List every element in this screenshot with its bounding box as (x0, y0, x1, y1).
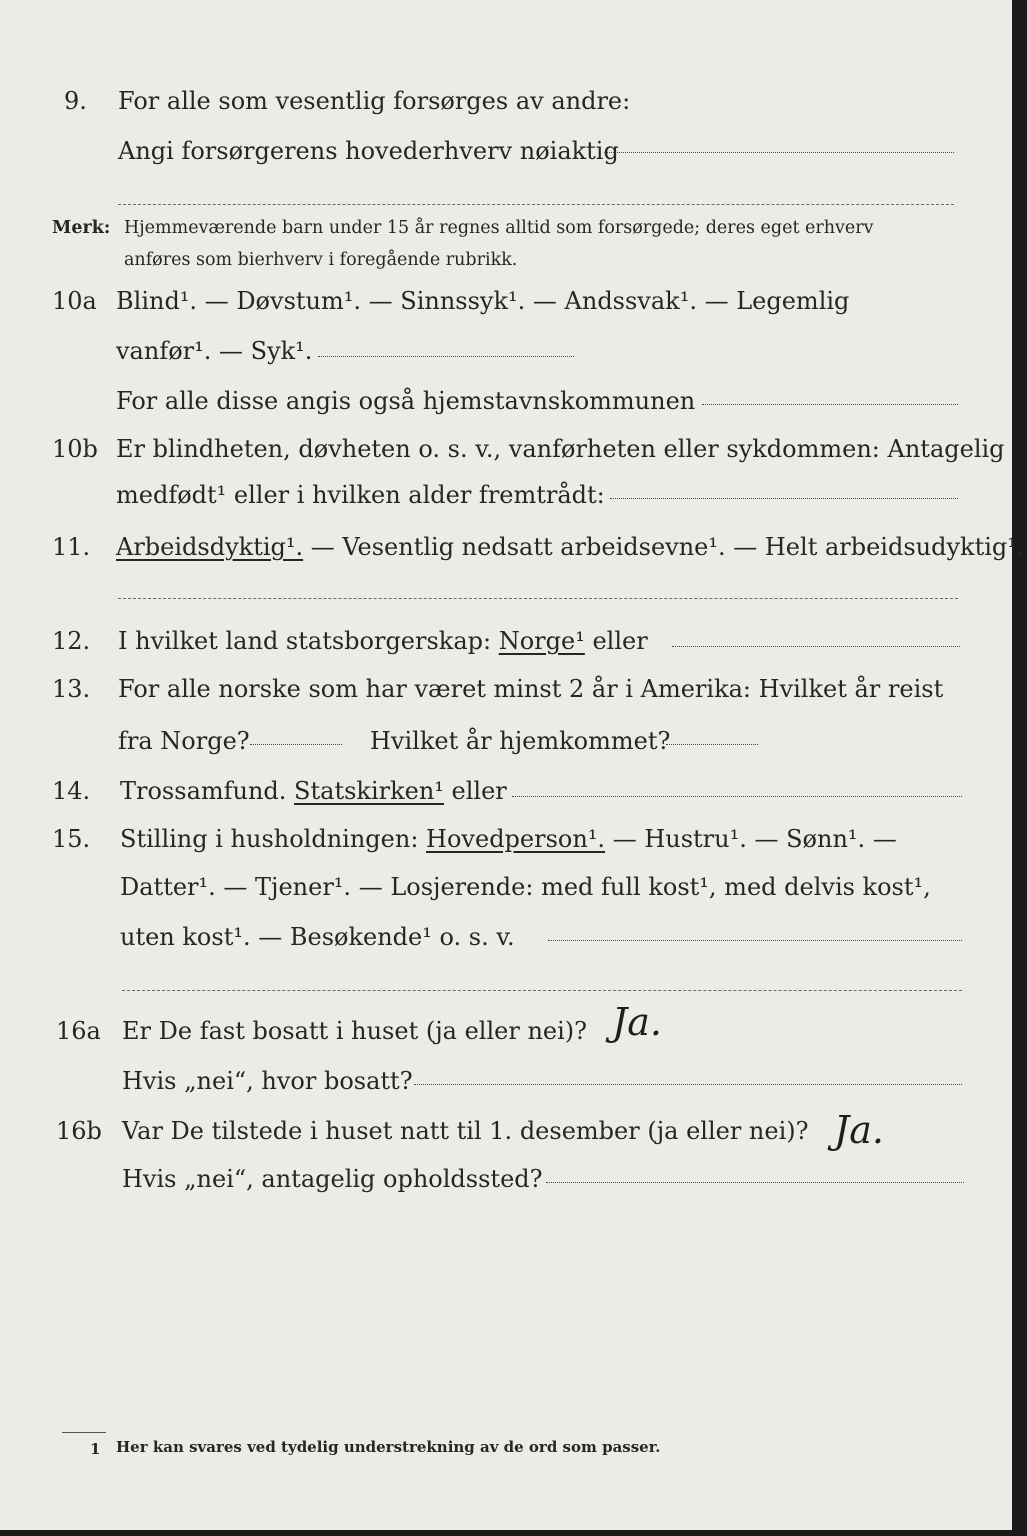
q11-line: Arbeidsdyktig¹. — Vesentlig nedsatt arbeidsevne¹. — Helt arbeidsudyktig¹. (116, 533, 1025, 561)
q12-number: 12. (52, 627, 91, 655)
footnote-marker: 1 (90, 1440, 101, 1458)
q11-extra-line (118, 598, 958, 599)
q14-answer-line (512, 796, 962, 797)
merk-label: Merk: (52, 218, 111, 238)
q16b-line1: Var De tilstede i huset natt til 1. desember (ja eller nei)? (122, 1117, 809, 1145)
q9-line1: For alle som vesentlig forsørges av andre: (118, 87, 631, 115)
q15-extra-line (122, 990, 962, 991)
q13-hjemkommet-line (666, 744, 758, 745)
q16b-answer-line (546, 1182, 964, 1183)
q15-line3: uten kost¹. — Besøkende¹ o. s. v. (120, 923, 515, 951)
q10a-hjemstavn-line (702, 404, 958, 405)
q11-number: 11. (52, 533, 91, 561)
q13-number: 13. (52, 675, 91, 703)
q16a-answer-line (414, 1084, 962, 1085)
q10b-line2: medfødt¹ eller i hvilken alder fremtrådt: (116, 481, 605, 509)
q16b-handwritten-answer: Ja. (834, 1108, 884, 1152)
q10a-line1: Blind¹. — Døvstum¹. — Sinnssyk¹. — Andssvak¹. — Legemlig (116, 287, 850, 315)
merk-line1: Hjemmeværende barn under 15 år regnes alltid som forsørgede; deres eget erhverv (124, 218, 874, 238)
q13-line1: For alle norske som har været minst 2 år i Amerika: Hvilket år reist (118, 675, 944, 703)
q12-answer-line (672, 646, 960, 647)
q10b-answer-line (610, 498, 958, 499)
q13-line2a: fra Norge? (118, 727, 250, 755)
q16a-line1: Er De fast bosatt i huset (ja eller nei)? (122, 1017, 588, 1045)
q16b-line2: Hvis „nei“, antagelig opholdssted? (122, 1165, 543, 1193)
q11-selected-option[interactable]: Arbeidsdyktig¹. (116, 533, 304, 561)
q13-reist-line (250, 744, 342, 745)
q9-number: 9. (64, 87, 87, 115)
q9-answer-line (604, 152, 954, 153)
q10b-number: 10b (52, 435, 98, 463)
q15-answer-line (548, 940, 962, 941)
q12-selected-option[interactable]: Norge¹ (498, 627, 585, 655)
q10a-syk-line (318, 356, 574, 357)
q10a-number: 10a (52, 287, 97, 315)
q14-selected-option[interactable]: Statskirken¹ (294, 777, 444, 805)
q9-line2: Angi forsørgerens hovederhverv nøiaktig (118, 137, 619, 165)
q10b-line1: Er blindheten, døvheten o. s. v., vanførheten eller sykdommen: Antagelig (116, 435, 1005, 463)
q15-selected-option[interactable]: Hovedperson¹. (426, 825, 606, 853)
footnote-rule (62, 1432, 106, 1433)
q12-line: I hvilket land statsborgerskap: Norge¹ eller (118, 627, 648, 655)
q15-line2: Datter¹. — Tjener¹. — Losjerende: med full kost¹, med delvis kost¹, (120, 873, 931, 901)
q9-extra-line (118, 204, 954, 205)
q13-line2b: Hvilket år hjemkommet? (370, 727, 671, 755)
q16a-handwritten-answer: Ja. (612, 1000, 662, 1044)
q16a-line2: Hvis „nei“, hvor bosatt? (122, 1067, 413, 1095)
q16a-number: 16a (56, 1017, 101, 1045)
q14-line: Trossamfund. Statskirken¹ eller (120, 777, 507, 805)
q15-number: 15. (52, 825, 91, 853)
q15-line1: Stilling i husholdningen: Hovedperson¹. — Hustru¹. — Sønn¹. — (120, 825, 897, 853)
footnote-text: Her kan svares ved tydelig understrekning av de ord som passer. (116, 1438, 661, 1456)
q10a-line2: vanfør¹. — Syk¹. (116, 337, 313, 365)
q14-number: 14. (52, 777, 91, 805)
q10a-line3: For alle disse angis også hjemstavnskommunen (116, 387, 696, 415)
merk-line2: anføres som bierhverv i foregående rubrikk. (124, 250, 518, 270)
q16b-number: 16b (56, 1117, 102, 1145)
